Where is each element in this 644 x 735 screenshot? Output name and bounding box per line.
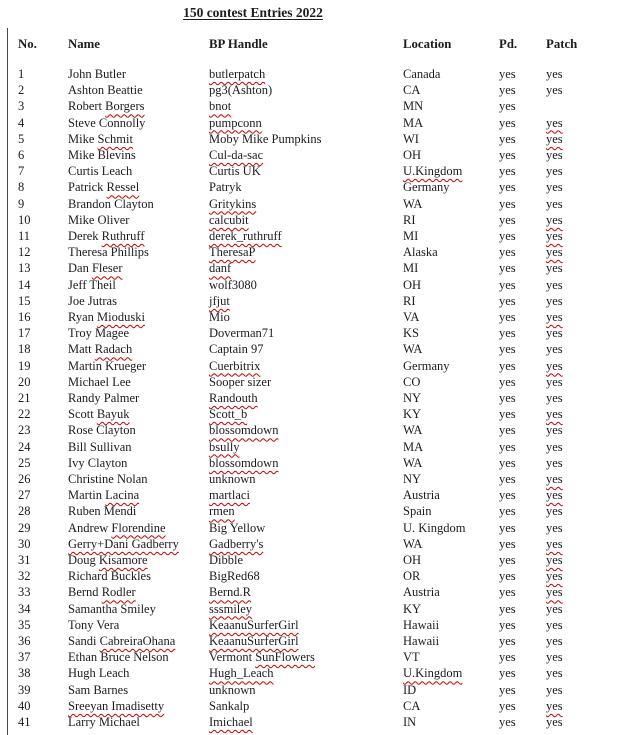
cell-bp-handle: Vermont SunFlowers — [209, 650, 315, 665]
table-row — [0, 602, 644, 618]
table-row — [0, 407, 644, 423]
cell-pd: yes — [499, 164, 516, 179]
cell-pd: yes — [499, 310, 516, 324]
cell-pd: yes — [499, 391, 516, 405]
cell-pd: yes — [499, 601, 516, 616]
cell-location: IN — [403, 715, 417, 729]
cell-bp-handle: unknown — [209, 472, 256, 486]
cell-pd: yes — [499, 439, 516, 454]
cell-name: Christine Nolan — [68, 472, 148, 486]
cell-no: 21 — [18, 391, 31, 405]
column-header-bp-handle: BP Handle — [209, 37, 268, 51]
cell-no: 16 — [18, 310, 31, 324]
cell-name: Sandi CabreiraOhana — [68, 634, 176, 648]
table-row — [0, 132, 644, 148]
cell-no: 40 — [18, 698, 31, 713]
cell-location: NY — [403, 391, 422, 405]
cell-location: OH — [403, 148, 422, 162]
cell-location: WA — [403, 423, 423, 438]
cell-bp-handle: KeaanuSurferGirl — [209, 634, 299, 648]
cell-patch: yes — [546, 698, 563, 713]
cell-bp-handle: Moby Mike Pumpkins — [209, 131, 322, 146]
cell-location: WA — [403, 536, 423, 551]
cell-no: 3 — [18, 99, 25, 114]
table-row — [0, 423, 644, 439]
cell-no: 8 — [18, 180, 25, 195]
cell-bp-handle: calcubit — [209, 212, 249, 227]
cell-name: Sreeyan Imadisetty — [68, 698, 165, 713]
cell-no: 15 — [18, 293, 31, 308]
cell-location: VT — [403, 650, 420, 665]
cell-patch: yes — [546, 164, 563, 179]
cell-patch: yes — [546, 634, 563, 648]
cell-no: 10 — [18, 212, 31, 227]
cell-bp-handle: Mio — [209, 310, 230, 324]
cell-patch: yes — [546, 358, 563, 373]
cell-bp-handle: danf — [209, 261, 232, 276]
cell-name: Ruben Mendi — [68, 504, 137, 519]
cell-pd: yes — [499, 293, 516, 308]
cell-pd: yes — [499, 326, 516, 341]
cell-no: 5 — [18, 131, 25, 146]
cell-name: Scott Bayuk — [68, 407, 130, 422]
column-header-no: No. — [18, 37, 37, 51]
column-header-pd: Pd. — [499, 37, 518, 51]
cell-name: Sam Barnes — [68, 682, 129, 697]
table-row — [0, 472, 644, 488]
cell-no: 38 — [18, 666, 31, 681]
cell-patch: yes — [546, 439, 563, 454]
cell-patch: yes — [546, 212, 563, 227]
cell-name: Steve Connolly — [68, 115, 146, 130]
cell-location: OH — [403, 277, 422, 292]
cell-no: 25 — [18, 455, 31, 470]
cell-location: RI — [403, 293, 416, 308]
cell-name: Martin Krueger — [68, 358, 147, 373]
cell-bp-handle: Sooper sizer — [209, 374, 272, 389]
cell-name: Gerry+Dani Gadberry — [68, 536, 179, 551]
cell-pd: yes — [499, 617, 516, 632]
table-row — [0, 375, 644, 391]
cell-pd: yes — [499, 99, 516, 114]
cell-patch: yes — [546, 196, 563, 211]
cell-pd: yes — [499, 277, 516, 292]
table-row — [0, 116, 644, 132]
cell-pd: yes — [499, 666, 516, 681]
cell-pd: yes — [499, 229, 516, 243]
cell-pd: yes — [499, 715, 516, 729]
table-row — [0, 342, 644, 358]
cell-location: VA — [403, 310, 420, 324]
table-row — [0, 634, 644, 650]
table-row — [0, 197, 644, 213]
cell-pd: yes — [499, 67, 516, 81]
cell-patch: yes — [546, 504, 563, 519]
table-row — [0, 326, 644, 342]
table-row — [0, 553, 644, 569]
cell-name: Joe Jutras — [68, 293, 117, 308]
cell-bp-handle: Bernd.R — [209, 585, 252, 600]
cell-location: NY — [403, 472, 422, 486]
cell-pd: yes — [499, 553, 516, 567]
cell-bp-handle: Curtis UK — [209, 164, 261, 179]
column-header-location: Location — [403, 37, 452, 51]
cell-bp-handle: martlaci — [209, 488, 250, 503]
cell-bp-handle: derek_ruthruff — [209, 229, 282, 243]
table-row — [0, 278, 644, 294]
cell-name: Michael Lee — [68, 374, 131, 389]
cell-location: CA — [403, 698, 421, 713]
cell-location: CO — [403, 374, 421, 389]
cell-no: 31 — [18, 553, 31, 567]
cell-name: Hugh Leach — [68, 666, 130, 681]
cell-location: OR — [403, 569, 421, 584]
cell-no: 1 — [18, 67, 25, 81]
cell-location: KS — [403, 326, 419, 341]
cell-bp-handle: Dibble — [209, 553, 244, 567]
cell-pd: yes — [499, 245, 516, 260]
cell-pd: yes — [499, 148, 516, 162]
cell-name: Larry Michael — [68, 715, 140, 729]
cell-patch: yes — [546, 261, 563, 276]
cell-no: 37 — [18, 650, 31, 665]
table-row — [0, 294, 644, 310]
cell-name: Doug Kisamore — [68, 553, 148, 567]
table-row — [0, 213, 644, 229]
cell-location: OH — [403, 553, 422, 567]
table-row — [0, 440, 644, 456]
cell-location: Hawaii — [403, 617, 440, 632]
cell-bp-handle: Randouth — [209, 391, 258, 405]
cell-location: MN — [403, 99, 424, 114]
cell-name: Randy Palmer — [68, 391, 140, 405]
cell-bp-handle: Patryk — [209, 180, 242, 195]
cell-pd: yes — [499, 682, 516, 697]
table-row — [0, 67, 644, 83]
cell-no: 24 — [18, 439, 31, 454]
cell-bp-handle: wolf3080 — [209, 277, 257, 292]
cell-name: Bill Sullivan — [68, 439, 132, 454]
cell-bp-handle: rmen — [209, 504, 235, 519]
cell-name: Mike Oliver — [68, 212, 130, 227]
cell-patch: yes — [546, 342, 563, 357]
cell-location: KY — [403, 601, 422, 616]
cell-name: Dan Fleser — [68, 261, 123, 276]
cell-location: Hawaii — [403, 634, 440, 648]
cell-patch: yes — [546, 131, 563, 146]
table-row — [0, 310, 644, 326]
cell-no: 18 — [18, 342, 31, 357]
cell-patch: yes — [546, 585, 563, 600]
cell-pd: yes — [499, 131, 516, 146]
cell-pd: yes — [499, 698, 516, 713]
cell-bp-handle: bsully — [209, 439, 240, 454]
table-row — [0, 618, 644, 634]
table-row — [0, 521, 644, 537]
table-row — [0, 391, 644, 407]
cell-name: Robert Borgers — [68, 99, 145, 114]
cell-no: 33 — [18, 585, 31, 600]
cell-bp-handle: jfjut — [209, 293, 230, 308]
cell-no: 9 — [18, 196, 25, 211]
cell-patch: yes — [546, 67, 563, 81]
cell-no: 14 — [18, 277, 31, 292]
table-row — [0, 245, 644, 261]
cell-bp-handle: Imichael — [209, 715, 253, 729]
cell-patch: yes — [546, 148, 563, 162]
cell-patch: yes — [546, 617, 563, 632]
cell-bp-handle: KeaanuSurferGirl — [209, 617, 299, 632]
cell-location: CA — [403, 83, 421, 98]
cell-bp-handle: Captain 97 — [209, 342, 264, 357]
cell-patch: yes — [546, 326, 563, 341]
cell-name: Curtis Leach — [68, 164, 133, 179]
cell-patch: yes — [546, 553, 563, 567]
cell-bp-handle: pumpconn — [209, 115, 262, 130]
cell-location: U.Kingdom — [403, 666, 463, 681]
cell-pd: yes — [499, 196, 516, 211]
cell-location: Alaska — [403, 245, 438, 260]
cell-patch: yes — [546, 715, 563, 729]
cell-location: ID — [403, 682, 417, 697]
cell-bp-handle: Cuerbitrix — [209, 358, 261, 373]
table-row — [0, 504, 644, 520]
table-row — [0, 229, 644, 245]
table-row — [0, 569, 644, 585]
cell-pd: yes — [499, 650, 516, 665]
cell-pd: yes — [499, 180, 516, 195]
cell-name: Ethan Bruce Nelson — [68, 650, 169, 665]
cell-pd: yes — [499, 212, 516, 227]
cell-location: Canada — [403, 67, 441, 81]
cell-no: 11 — [18, 229, 31, 243]
cell-location: Germany — [403, 180, 450, 195]
cell-no: 39 — [18, 682, 31, 697]
cell-patch: yes — [546, 407, 563, 422]
cell-location: WA — [403, 455, 423, 470]
cell-pd: yes — [499, 504, 516, 519]
cell-bp-handle: Gritykins — [209, 196, 257, 211]
table-row — [0, 148, 644, 164]
cell-location: Austria — [403, 585, 440, 600]
cell-patch: yes — [546, 229, 563, 243]
cell-name: Ivy Clayton — [68, 455, 128, 470]
table-row — [0, 585, 644, 601]
table-row — [0, 666, 644, 682]
cell-location: MA — [403, 115, 424, 130]
cell-pd: yes — [499, 585, 516, 600]
cell-no: 2 — [18, 83, 25, 98]
cell-no: 7 — [18, 164, 25, 179]
table-row — [0, 650, 644, 666]
cell-name: Jeff Theil — [68, 277, 116, 292]
column-header-name: Name — [68, 37, 100, 51]
cell-pd: yes — [499, 423, 516, 438]
cell-patch: yes — [546, 277, 563, 292]
cell-no: 34 — [18, 601, 31, 616]
cell-pd: yes — [499, 115, 516, 130]
cell-no: 17 — [18, 326, 31, 341]
cell-patch: yes — [546, 245, 563, 260]
cell-bp-handle: bnot — [209, 99, 232, 114]
cell-location: WA — [403, 342, 423, 357]
cell-bp-handle: Hugh_Leach — [209, 666, 274, 681]
cell-no: 23 — [18, 423, 31, 438]
cell-patch: yes — [546, 488, 563, 503]
table-row — [0, 699, 644, 715]
cell-no: 32 — [18, 569, 31, 584]
cell-name: Matt Radach — [68, 342, 133, 357]
cell-pd: yes — [499, 358, 516, 373]
cell-patch: yes — [546, 391, 563, 405]
cell-no: 4 — [18, 115, 25, 130]
cell-patch: yes — [546, 293, 563, 308]
table-row — [0, 683, 644, 699]
cell-location: MA — [403, 439, 424, 454]
cell-name: Troy Magee — [68, 326, 129, 341]
cell-name: Ashton Beattie — [68, 83, 143, 98]
cell-location: WA — [403, 196, 423, 211]
cell-patch: yes — [546, 115, 563, 130]
table-row — [0, 715, 644, 731]
table-row — [0, 83, 644, 99]
cell-patch: yes — [546, 472, 563, 486]
cell-location: Spain — [403, 504, 432, 519]
cell-name: Richard Buckles — [68, 569, 151, 584]
cell-pd: yes — [499, 407, 516, 422]
cell-name: Theresa Phillips — [68, 245, 149, 260]
cell-patch: yes — [546, 536, 563, 551]
cell-pd: yes — [499, 374, 516, 389]
cell-no: 27 — [18, 488, 31, 503]
cell-pd: yes — [499, 342, 516, 357]
cell-bp-handle: Big Yellow — [209, 520, 266, 535]
cell-pd: yes — [499, 536, 516, 551]
cell-no: 26 — [18, 472, 31, 486]
cell-pd: yes — [499, 520, 516, 535]
cell-bp-handle: Gadberry's — [209, 536, 264, 551]
cell-bp-handle: BigRed68 — [209, 569, 260, 584]
cell-patch: yes — [546, 601, 563, 616]
cell-no: 35 — [18, 617, 31, 632]
cell-name: Derek Ruthruff — [68, 229, 145, 243]
cell-patch: yes — [546, 569, 563, 584]
cell-no: 41 — [18, 715, 31, 729]
cell-location: MI — [403, 229, 419, 243]
cell-no: 36 — [18, 634, 31, 648]
cell-bp-handle: blossomdown — [209, 423, 279, 438]
cell-patch: yes — [546, 650, 563, 665]
cell-no: 29 — [18, 520, 31, 535]
cell-patch: yes — [546, 180, 563, 195]
cell-bp-handle: Doverman71 — [209, 326, 275, 341]
cell-bp-handle: Scott_b — [209, 407, 248, 422]
table-row — [0, 99, 644, 115]
cell-location: MI — [403, 261, 419, 276]
cell-no: 12 — [18, 245, 31, 260]
cell-name: Andrew Florendine — [68, 520, 166, 535]
cell-location: U.Kingdom — [403, 164, 463, 179]
cell-name: Mike Blevins — [68, 148, 136, 162]
cell-name: Bernd Rodler — [68, 585, 136, 600]
cell-patch: yes — [546, 520, 563, 535]
cell-location: KY — [403, 407, 422, 422]
cell-pd: yes — [499, 472, 516, 486]
cell-bp-handle: pg3(Ashton) — [209, 83, 273, 98]
table-row — [0, 537, 644, 553]
cell-name: Rose Clayton — [68, 423, 136, 438]
cell-no: 28 — [18, 504, 31, 519]
table-row — [0, 180, 644, 196]
cell-name: Tony Vera — [68, 617, 120, 632]
cell-pd: yes — [499, 455, 516, 470]
cell-bp-handle: butlerpatch — [209, 67, 266, 81]
cell-patch: yes — [546, 682, 563, 697]
cell-pd: yes — [499, 83, 516, 98]
table-row — [0, 456, 644, 472]
cell-name: Patrick Ressel — [68, 180, 140, 195]
cell-location: Austria — [403, 488, 440, 503]
table-row — [0, 359, 644, 375]
cell-pd: yes — [499, 488, 516, 503]
cell-no: 19 — [18, 358, 31, 373]
cell-no: 13 — [18, 261, 31, 276]
cell-no: 20 — [18, 374, 31, 389]
table-row — [0, 488, 644, 504]
cell-patch: yes — [546, 374, 563, 389]
cell-name: Mike Schmit — [68, 131, 133, 146]
cell-name: Samantha Smiley — [68, 601, 156, 616]
cell-patch: yes — [546, 83, 563, 98]
cell-bp-handle: TheresaP — [209, 245, 256, 260]
cell-patch: yes — [546, 423, 563, 438]
cell-pd: yes — [499, 634, 516, 648]
column-header-patch: Patch — [546, 37, 578, 51]
cell-location: RI — [403, 212, 416, 227]
table-row — [0, 164, 644, 180]
cell-name: Ryan Mioduski — [68, 310, 145, 324]
cell-patch: yes — [546, 310, 563, 324]
cell-name: John Butler — [68, 67, 126, 81]
cell-patch: yes — [546, 455, 563, 470]
cell-pd: yes — [499, 569, 516, 584]
cell-bp-handle: sssmiley — [209, 601, 253, 616]
cell-bp-handle: unknown — [209, 682, 256, 697]
cell-no: 6 — [18, 148, 25, 162]
cell-no: 30 — [18, 536, 31, 551]
cell-name: Martin Lacina — [68, 488, 140, 503]
cell-bp-handle: Sankalp — [209, 698, 250, 713]
cell-no: 22 — [18, 407, 31, 422]
cell-location: WI — [403, 131, 419, 146]
table-row — [0, 261, 644, 277]
cell-bp-handle: blossomdown — [209, 455, 279, 470]
cell-location: U. Kingdom — [403, 520, 466, 535]
cell-patch: yes — [546, 666, 563, 681]
document-title: 150 contest Entries 2022 — [183, 5, 323, 20]
cell-pd: yes — [499, 261, 516, 276]
cell-name: Brandon Clayton — [68, 196, 154, 211]
cell-location: Germany — [403, 358, 450, 373]
cell-bp-handle: Cul-da-sac — [209, 148, 264, 162]
